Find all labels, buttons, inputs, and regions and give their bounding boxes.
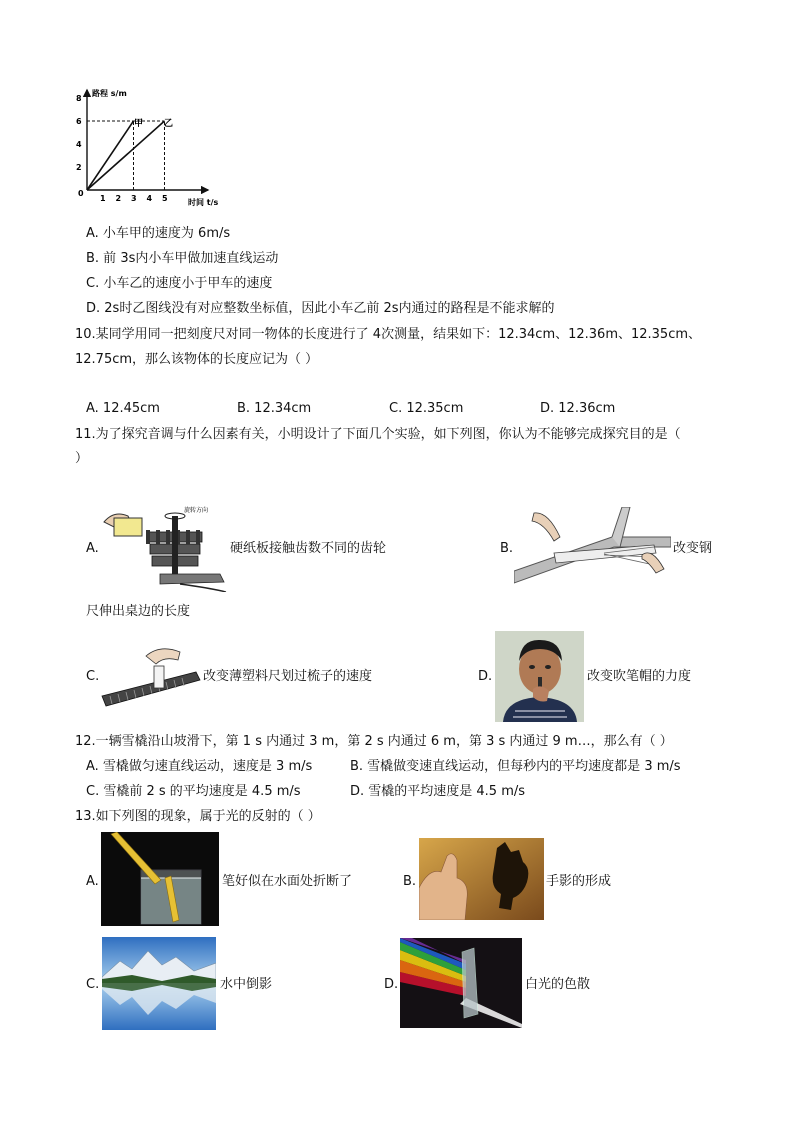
q12-option-b: B. 雪橇做变速直线运动，但每秒内的平均速度都是 3 m/s [350,759,681,774]
q13-d-text: 白光的色散 [525,977,591,992]
q9-option-b: B. 前 3s内小车甲做加速直线运动 [86,251,279,266]
y-axis-label: 路程 s/m [92,89,127,98]
q9-option-a: A. 小车甲的速度为 6m/s [86,226,231,241]
q11-d-text: 改变吹笔帽的力度 [587,669,692,684]
hand-shadow-image [419,838,544,920]
boy-blowing-pen-cap-image [495,631,584,722]
y-tick-label: 4 [76,140,82,149]
q13-d-letter: D. [384,977,399,992]
y-tick-label: 2 [76,163,82,172]
q11-c-letter: C. [86,669,100,684]
q9-option-d: D. 2s时乙图线没有对应整数坐标值，因此小车乙前 2s内通过的路程是不能求解的 [86,301,555,316]
q13-c-text: 水中倒影 [220,977,273,992]
q11-stem-line2: ） [75,451,89,466]
q13-a-text: 笔好似在水面处折断了 [222,874,353,889]
q10-option-b: B. 12.34cm [237,401,312,416]
q10-stem-line1: 10.某同学用同一把刻度尺对同一物体的长度进行了 4次测量，结果如下：12.34cm、12.36m、12.35cm、 [75,327,702,342]
q11-a-text: 硬纸板接触齿数不同的齿轮 [230,541,387,556]
comb-image [100,642,202,715]
x-axis-label: 时间 t/s [188,198,219,207]
y-tick-label: 6 [76,117,82,126]
q11-d-letter: D. [478,669,493,684]
q12-option-d: D. 雪橇的平均速度是 4.5 m/s [350,784,526,799]
reflection-in-water-image [102,937,216,1030]
q10-option-a: A. 12.45cm [86,401,160,416]
q12-option-c: C. 雪橇前 2 s 的平均速度是 4.5 m/s [86,784,301,799]
q12-stem: 12.一辆雪橇沿山坡滑下，第 1 s 内通过 3 m，第 2 s 内通过 6 m，第 3 s 内通过 9 m…，那么有（ ） [75,734,673,749]
distance-time-graph [70,84,240,208]
gear-image [100,504,227,592]
y-tick-label: 8 [76,94,82,103]
x-tick-label: 3 [131,194,137,203]
q13-b-letter: B. [403,874,417,889]
x-tick-label: 2 [115,194,122,203]
x-tick-label: 5 [162,194,168,203]
ruler-on-desk-image [514,507,671,588]
q11-b-text-2: 尺伸出桌边的长度 [86,604,191,619]
series-label-yi: 乙 [164,119,174,129]
q13-c-letter: C. [86,977,100,992]
q10-stem-line2: 12.75cm，那么该物体的长度应记为（ ） [75,352,319,367]
q11-c-text: 改变薄塑料尺划过梳子的速度 [203,669,373,684]
x-tick-label: 4 [146,194,153,203]
q11-b-text-1: 改变钢 [673,541,713,556]
prism-dispersion-image [400,938,522,1028]
q11-b-letter: B. [500,541,514,556]
pencil-in-water-image [101,832,219,926]
q9-option-c: C. 小车乙的速度小于甲车的速度 [86,276,273,291]
q10-option-c: C. 12.35cm [389,401,464,416]
q11-a-letter: A. [86,541,99,556]
q12-option-a: A. 雪橇做匀速直线运动，速度是 3 m/s [86,759,313,774]
origin-label: 0 [78,189,84,198]
series-label-jia: 甲 [134,119,144,129]
q11-stem-line1: 11.为了探究音调与什么因素有关，小明设计了下面几个实验，如下列图，你认为不能够完成探究目的是（ [75,427,681,442]
gear-rotation-label: 旋转方向 [184,507,209,514]
q13-stem: 13.如下列图的现象，属于光的反射的（ ） [75,809,321,824]
q13-b-text: 手影的形成 [546,874,612,889]
q13-a-letter: A. [86,874,99,889]
q10-option-d: D. 12.36cm [540,401,616,416]
x-tick-label: 1 [100,194,106,203]
